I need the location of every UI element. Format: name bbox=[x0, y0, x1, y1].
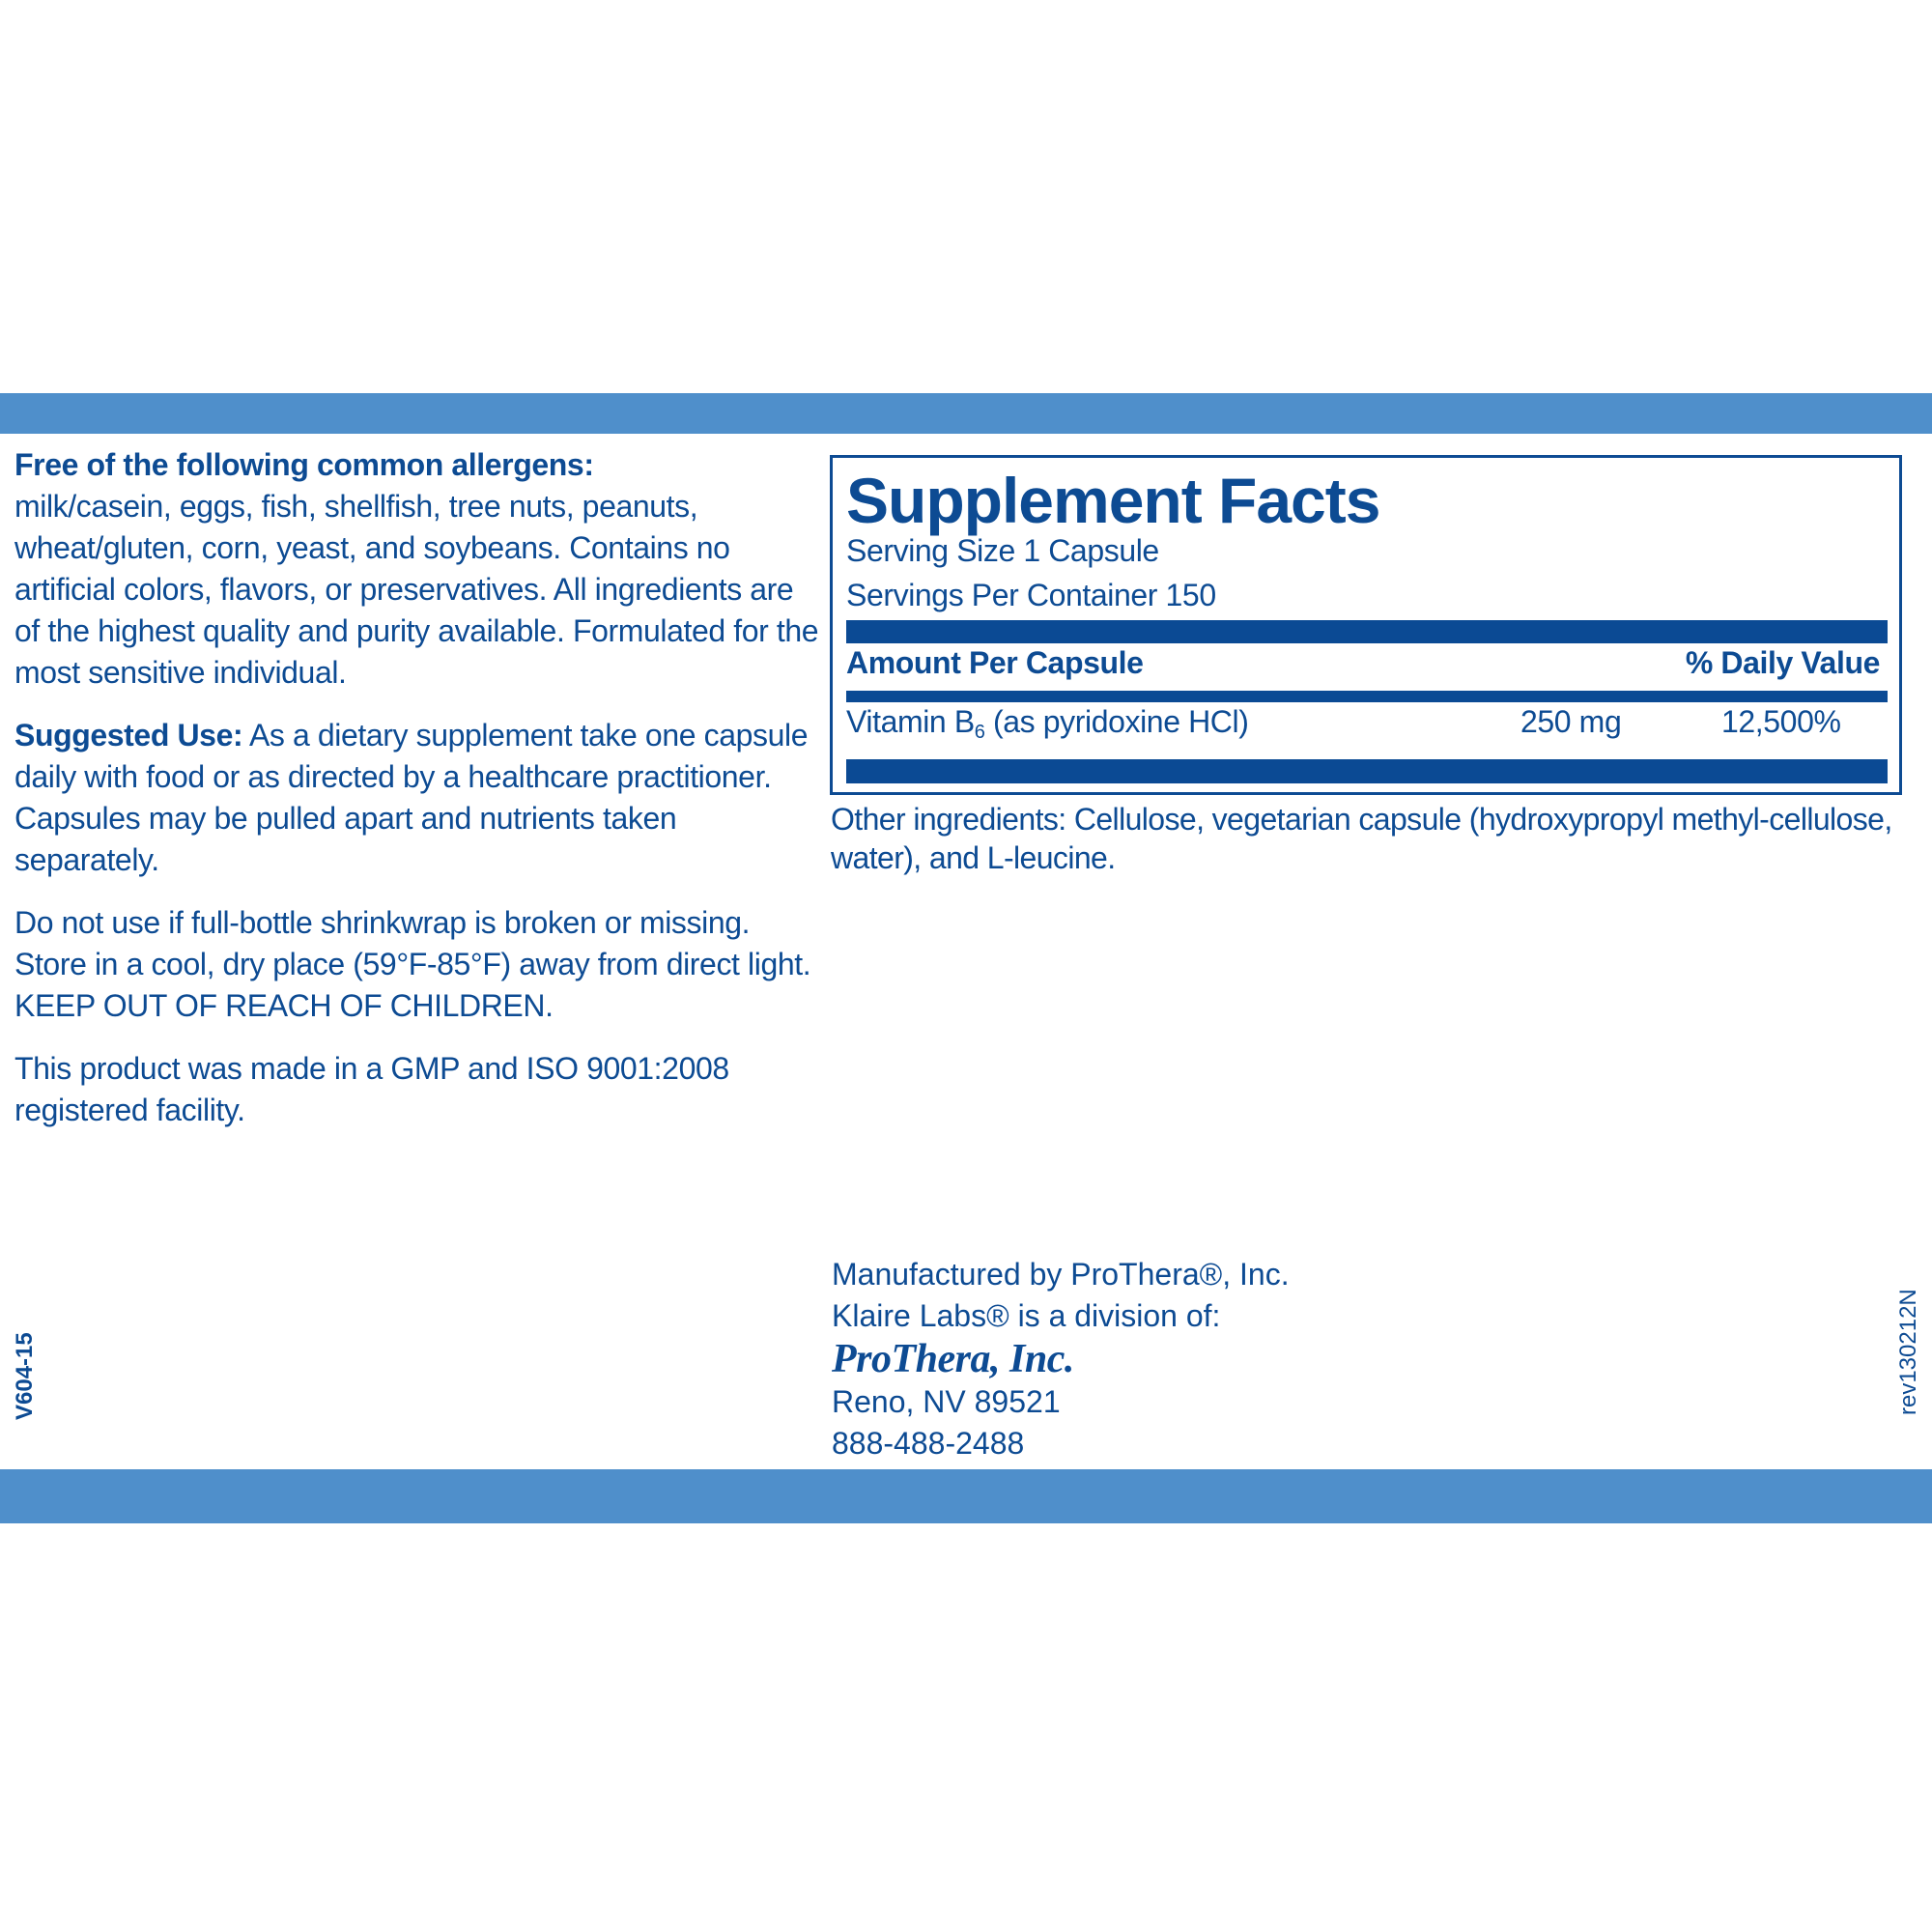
amount-per-capsule-header: Amount Per Capsule bbox=[846, 645, 1144, 680]
allergens-heading: Free of the following common allergens: bbox=[14, 447, 594, 482]
suggested-use-heading: Suggested Use: bbox=[14, 718, 243, 753]
allergens-text: milk/casein, eggs, fish, shellfish, tree nuts, peanuts, wheat/gluten, corn, yeast, and soybeans. Contains no artificial colors, flavors, or preservatives. All ingredients are of the highest quality and purity available. Formulated for the most sensitive individual. bbox=[14, 489, 819, 690]
nutrient-subscript: 6 bbox=[974, 722, 985, 743]
nutrient-name-prefix: Vitamin B bbox=[846, 704, 975, 739]
suggested-use-text: As a dietary supplement take one capsule daily with food or as directed by a healthcare practitioner. Capsules may be pulled apart and nutrients taken separately. bbox=[14, 718, 809, 877]
facility-paragraph: This product was made in a GMP and ISO 9001:2008 registered facility. bbox=[14, 1051, 729, 1127]
nutrient-name bbox=[846, 704, 1248, 744]
bottom-color-band bbox=[0, 1469, 1932, 1523]
manufactured-by: Manufactured by ProThera®, Inc. bbox=[832, 1257, 1290, 1292]
prothera-logo: ProThera, Inc. bbox=[832, 1337, 1074, 1381]
top-color-band bbox=[0, 393, 1932, 434]
thick-divider-bar bbox=[846, 620, 1888, 643]
revision-code: rev130212N bbox=[1895, 1289, 1921, 1415]
left-column bbox=[14, 444, 826, 1152]
other-ingredients: Other ingredients: Cellulose, vegetarian capsule (hydroxypropyl methyl-cellulose, water), and L-leucine. bbox=[831, 802, 1892, 875]
address: Reno, NV 89521 bbox=[832, 1384, 1061, 1419]
allergens-paragraph bbox=[14, 444, 826, 694]
nutrient-daily-value: 12,500% bbox=[1721, 704, 1841, 739]
manufacturer-block bbox=[832, 1254, 1290, 1464]
phone: 888-488-2488 bbox=[832, 1426, 1025, 1461]
suggested-use-paragraph bbox=[14, 715, 826, 881]
division-of: Klaire Labs® is a division of: bbox=[832, 1298, 1221, 1333]
serving-size: Serving Size 1 Capsule bbox=[846, 533, 1159, 568]
warning-paragraph: Do not use if full-bottle shrinkwrap is broken or missing. Store in a cool, dry place (59°F-85°F) away from direct light. KEEP OUT OF REACH OF CHILDREN. bbox=[14, 905, 811, 1023]
supplement-facts-panel bbox=[830, 455, 1902, 795]
supplement-facts-title: Supplement Facts bbox=[846, 465, 1380, 536]
label-code: V604-15 bbox=[12, 1332, 38, 1420]
thin-divider-bar bbox=[846, 691, 1888, 702]
bottom-divider-bar bbox=[846, 759, 1888, 783]
nutrient-amount: 250 mg bbox=[1520, 704, 1622, 739]
servings-per-container: Servings Per Container 150 bbox=[846, 578, 1216, 612]
daily-value-header: % Daily Value bbox=[1685, 645, 1880, 680]
nutrient-name-suffix: (as pyridoxine HCl) bbox=[984, 704, 1249, 739]
